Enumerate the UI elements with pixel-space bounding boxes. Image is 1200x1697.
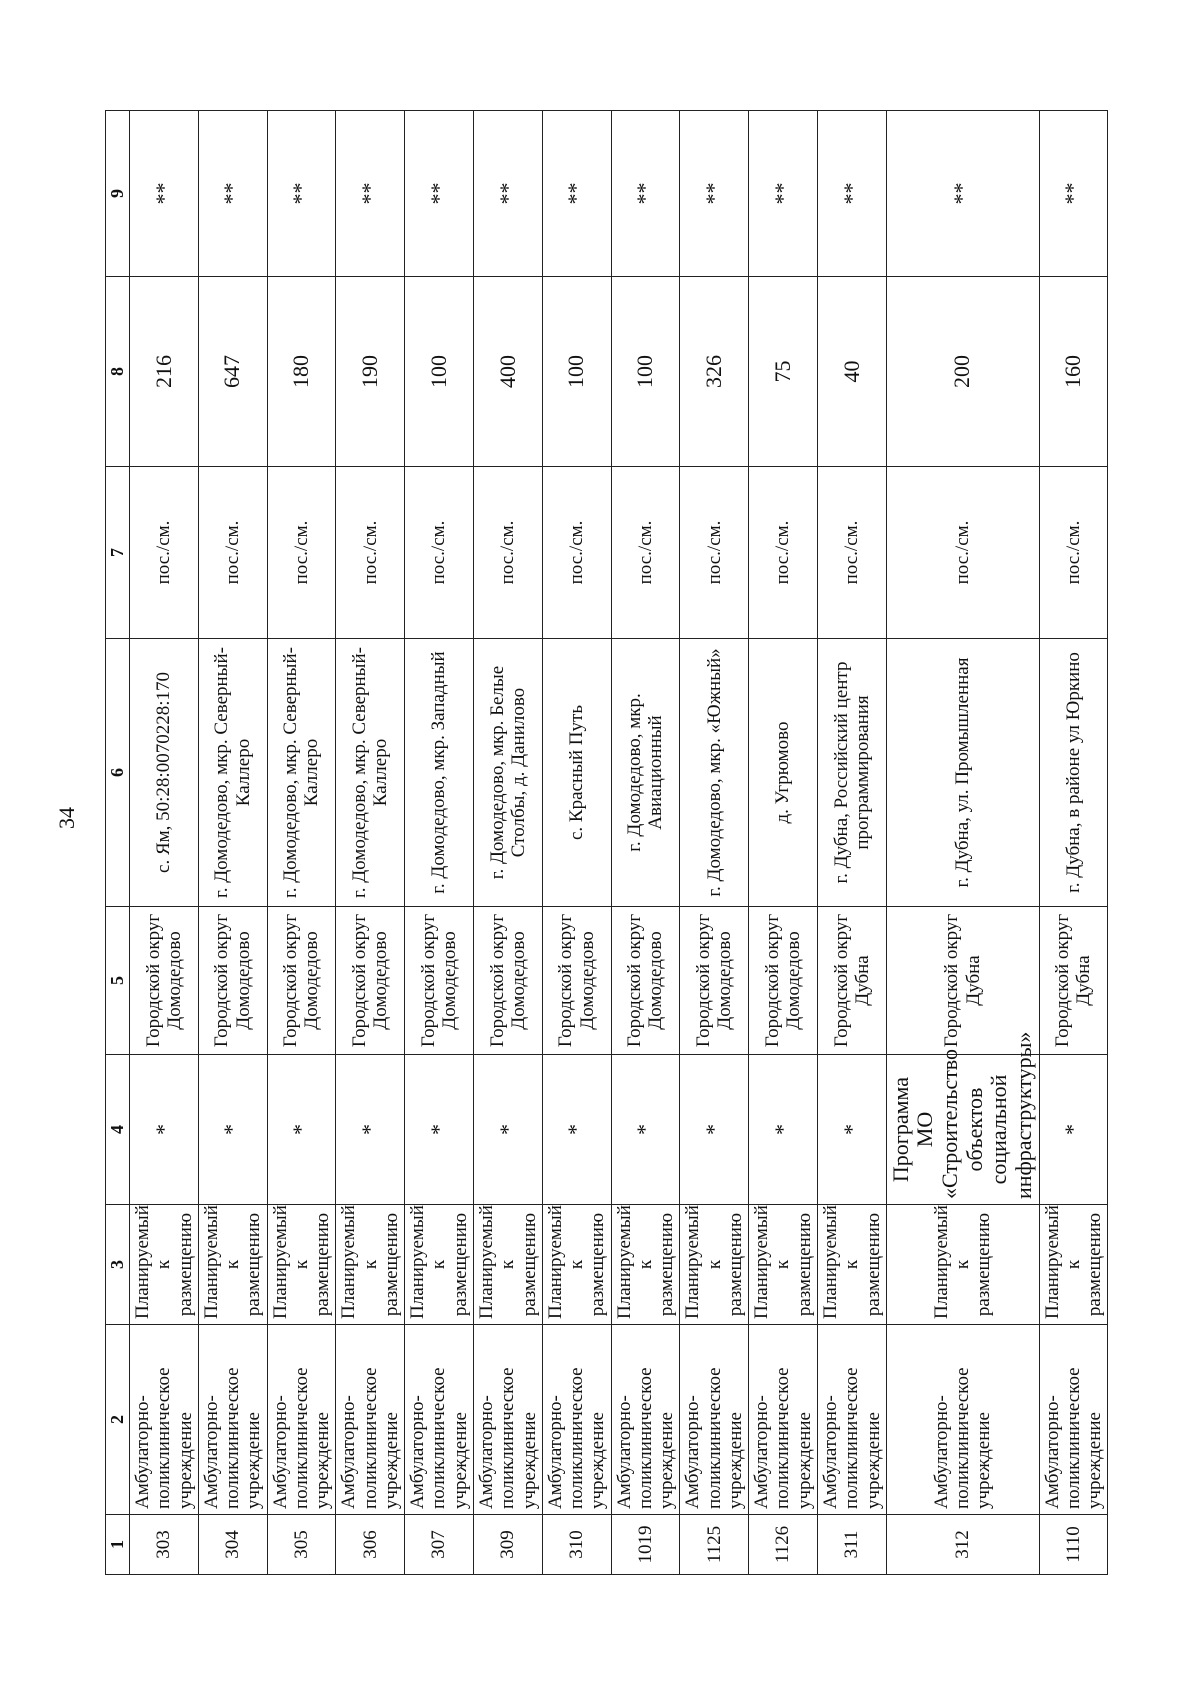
cell-c7: пос./см. xyxy=(1039,467,1108,639)
cell-c6: г. Дубна, ул. Промышленная xyxy=(886,639,1039,907)
column-header: 6 xyxy=(106,639,130,907)
cell-c5: Городской округ Дубна xyxy=(817,907,886,1055)
cell-c7: пос./см. xyxy=(473,467,542,639)
cell-c1: 311 xyxy=(817,1515,886,1575)
cell-c6: с. Ям, 50:28:0070228:170 xyxy=(130,639,199,907)
cell-c6: г. Домодедово, мкр. Авиационный xyxy=(611,639,680,907)
cell-c7: пос./см. xyxy=(680,467,749,639)
cell-c1: 303 xyxy=(130,1515,199,1575)
column-header: 9 xyxy=(106,111,130,277)
cell-c9: ** xyxy=(130,111,199,277)
cell-c8: 326 xyxy=(680,277,749,467)
table-row xyxy=(542,111,611,1575)
cell-c6: г. Домодедово, мкр. Северный-Каллеро xyxy=(198,639,267,907)
cell-c8: 160 xyxy=(1039,277,1108,467)
cell-c1: 1126 xyxy=(749,1515,818,1575)
cell-c3: Планируемый к размещению xyxy=(1039,1205,1108,1325)
cell-c4: * xyxy=(267,1055,336,1205)
cell-c2: Амбулаторно-поликлиническое учреждение xyxy=(817,1325,886,1515)
cell-c4: * xyxy=(749,1055,818,1205)
cell-c1: 312 xyxy=(886,1515,1039,1575)
cell-c2: Амбулаторно-поликлиническое учреждение xyxy=(1039,1325,1108,1515)
cell-c8: 100 xyxy=(542,277,611,467)
rotated-table-sheet xyxy=(105,111,1106,1575)
cell-c9: ** xyxy=(198,111,267,277)
cell-c2: Амбулаторно-поликлиническое учреждение xyxy=(542,1325,611,1515)
cell-c9: ** xyxy=(267,111,336,277)
cell-c3: Планируемый к размещению xyxy=(886,1205,1039,1325)
cell-c5: Городской округ Домодедово xyxy=(542,907,611,1055)
cell-c1: 1019 xyxy=(611,1515,680,1575)
cell-c4: * xyxy=(473,1055,542,1205)
cell-c1: 305 xyxy=(267,1515,336,1575)
cell-c4: * xyxy=(611,1055,680,1205)
column-header: 4 xyxy=(106,1055,130,1205)
cell-c6: г. Домодедово, мкр. Северный-Каллеро xyxy=(267,639,336,907)
cell-c1: 306 xyxy=(336,1515,405,1575)
header-row xyxy=(106,111,130,1575)
page-number: 34 xyxy=(54,807,79,829)
cell-c9: ** xyxy=(817,111,886,277)
cell-c3: Планируемый к размещению xyxy=(611,1205,680,1325)
cell-c3: Планируемый к размещению xyxy=(542,1205,611,1325)
cell-c4: * xyxy=(130,1055,199,1205)
cell-c8: 647 xyxy=(198,277,267,467)
cell-c2: Амбулаторно-поликлиническое учреждение xyxy=(267,1325,336,1515)
cell-c8: 216 xyxy=(130,277,199,467)
cell-c8: 40 xyxy=(817,277,886,467)
cell-c4: * xyxy=(198,1055,267,1205)
cell-c1: 1110 xyxy=(1039,1515,1108,1575)
cell-c4: * xyxy=(405,1055,474,1205)
cell-c4: * xyxy=(680,1055,749,1205)
table-row xyxy=(130,111,199,1575)
cell-c8: 200 xyxy=(886,277,1039,467)
cell-c2: Амбулаторно-поликлиническое учреждение xyxy=(198,1325,267,1515)
table-row xyxy=(473,111,542,1575)
cell-c3: Планируемый к размещению xyxy=(473,1205,542,1325)
cell-c9: ** xyxy=(405,111,474,277)
cell-c2: Амбулаторно-поликлиническое учреждение xyxy=(336,1325,405,1515)
facilities-table xyxy=(105,110,1108,1575)
cell-c9: ** xyxy=(542,111,611,277)
cell-c5: Городской округ Домодедово xyxy=(336,907,405,1055)
cell-c6: д. Угрюмово xyxy=(749,639,818,907)
cell-c7: пос./см. xyxy=(267,467,336,639)
cell-c5: Городской округ Домодедово xyxy=(473,907,542,1055)
column-header: 7 xyxy=(106,467,130,639)
cell-c7: пос./см. xyxy=(336,467,405,639)
cell-c9: ** xyxy=(473,111,542,277)
cell-c6: г. Домодедово, мкр. Северный-Каллеро xyxy=(336,639,405,907)
cell-c7: пос./см. xyxy=(817,467,886,639)
cell-c5: Городской округ Домодедово xyxy=(611,907,680,1055)
cell-c2: Амбулаторно-поликлиническое учреждение xyxy=(405,1325,474,1515)
table-row xyxy=(817,111,886,1575)
cell-c6: г. Дубна, в районе ул Юркино xyxy=(1039,639,1108,907)
cell-c5: Городской округ Домодедово xyxy=(680,907,749,1055)
cell-c5: Городской округ Домодедово xyxy=(198,907,267,1055)
cell-c1: 307 xyxy=(405,1515,474,1575)
table-row xyxy=(749,111,818,1575)
cell-c2: Амбулаторно-поликлиническое учреждение xyxy=(130,1325,199,1515)
cell-c9: ** xyxy=(886,111,1039,277)
cell-c7: пос./см. xyxy=(611,467,680,639)
cell-c2: Амбулаторно-поликлиническое учреждение xyxy=(680,1325,749,1515)
cell-c8: 190 xyxy=(336,277,405,467)
cell-c7: пос./см. xyxy=(198,467,267,639)
cell-c8: 180 xyxy=(267,277,336,467)
table-row xyxy=(611,111,680,1575)
cell-c8: 400 xyxy=(473,277,542,467)
cell-c9: ** xyxy=(749,111,818,277)
cell-c7: пос./см. xyxy=(886,467,1039,639)
cell-c2: Амбулаторно-поликлиническое учреждение xyxy=(611,1325,680,1515)
cell-c3: Планируемый к размещению xyxy=(336,1205,405,1325)
cell-c6: г. Домодедово, мкр. Белые Столбы, д. Данилово xyxy=(473,639,542,907)
cell-c1: 309 xyxy=(473,1515,542,1575)
cell-c2: Амбулаторно-поликлиническое учреждение xyxy=(749,1325,818,1515)
cell-c2: Амбулаторно-поликлиническое учреждение xyxy=(473,1325,542,1515)
cell-c3: Планируемый к размещению xyxy=(817,1205,886,1325)
cell-c4: * xyxy=(1039,1055,1108,1205)
table-row xyxy=(1039,111,1108,1575)
cell-c4: * xyxy=(336,1055,405,1205)
cell-c6: г. Домодедово, мкр. «Южный» xyxy=(680,639,749,907)
cell-c2: Амбулаторно-поликлиническое учреждение xyxy=(886,1325,1039,1515)
table-row xyxy=(405,111,474,1575)
cell-c7: пос./см. xyxy=(542,467,611,639)
cell-c7: пос./см. xyxy=(405,467,474,639)
cell-c3: Планируемый к размещению xyxy=(267,1205,336,1325)
table-row xyxy=(680,111,749,1575)
cell-c3: Планируемый к размещению xyxy=(749,1205,818,1325)
cell-c7: пос./см. xyxy=(130,467,199,639)
column-header: 3 xyxy=(106,1205,130,1325)
column-header: 1 xyxy=(106,1515,130,1575)
cell-c4: * xyxy=(542,1055,611,1205)
column-header: 2 xyxy=(106,1325,130,1515)
cell-c7: пос./см. xyxy=(749,467,818,639)
cell-c3: Планируемый к размещению xyxy=(130,1205,199,1325)
cell-c5: Городской округ Домодедово xyxy=(130,907,199,1055)
column-header: 8 xyxy=(106,277,130,467)
cell-c6: г. Дубна, Российский центр программирования xyxy=(817,639,886,907)
cell-c6: с. Красный Путь xyxy=(542,639,611,907)
cell-c5: Городской округ Домодедово xyxy=(405,907,474,1055)
cell-c8: 75 xyxy=(749,277,818,467)
cell-c9: ** xyxy=(611,111,680,277)
column-header: 5 xyxy=(106,907,130,1055)
cell-c8: 100 xyxy=(405,277,474,467)
cell-c9: ** xyxy=(336,111,405,277)
cell-c9: ** xyxy=(680,111,749,277)
cell-c9: ** xyxy=(1039,111,1108,277)
table-row xyxy=(267,111,336,1575)
cell-c4: * xyxy=(817,1055,886,1205)
table-row xyxy=(886,111,1039,1575)
cell-c4: Программа МО «Строительство объектов социальной инфраструктуры» xyxy=(886,1055,1039,1205)
cell-c1: 310 xyxy=(542,1515,611,1575)
cell-c6: г. Домодедово, мкр. Западный xyxy=(405,639,474,907)
cell-c3: Планируемый к размещению xyxy=(198,1205,267,1325)
table-row xyxy=(336,111,405,1575)
cell-c5: Городской округ Домодедово xyxy=(749,907,818,1055)
table-row xyxy=(198,111,267,1575)
cell-c5: Городской округ Дубна xyxy=(1039,907,1108,1055)
table-body xyxy=(130,111,1108,1575)
cell-c5: Городской округ Дубна xyxy=(886,907,1039,1055)
cell-c1: 304 xyxy=(198,1515,267,1575)
cell-c3: Планируемый к размещению xyxy=(680,1205,749,1325)
cell-c5: Городской округ Домодедово xyxy=(267,907,336,1055)
cell-c3: Планируемый к размещению xyxy=(405,1205,474,1325)
cell-c1: 1125 xyxy=(680,1515,749,1575)
cell-c8: 100 xyxy=(611,277,680,467)
